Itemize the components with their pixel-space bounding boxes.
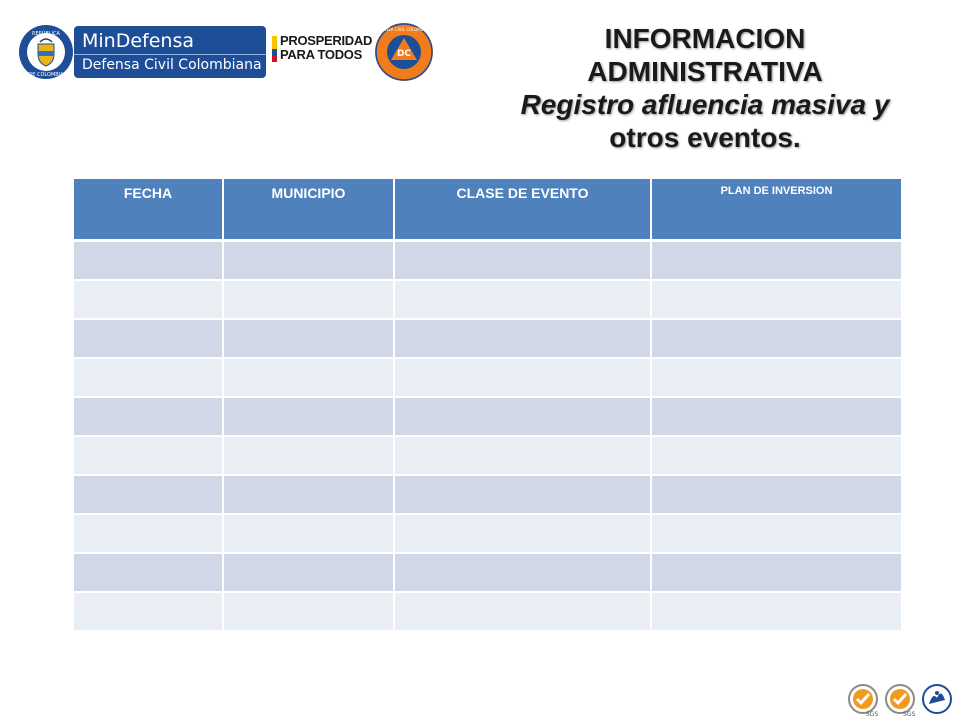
table-cell[interactable] bbox=[74, 436, 223, 475]
table-cell[interactable] bbox=[223, 358, 394, 397]
table-cell[interactable] bbox=[223, 553, 394, 592]
mindefensa-logo-subtitle: Defensa Civil Colombiana bbox=[82, 57, 262, 73]
table-cell[interactable] bbox=[394, 592, 651, 631]
table-row bbox=[74, 319, 901, 358]
prosperidad-line2: PARA TODOS bbox=[280, 47, 362, 62]
table-cell[interactable] bbox=[223, 241, 394, 281]
registro-table bbox=[74, 179, 901, 632]
mindefensa-logo-title: MinDefensa bbox=[82, 30, 194, 52]
table-cell[interactable] bbox=[74, 592, 223, 631]
table-header-row bbox=[74, 179, 901, 241]
table-cell[interactable] bbox=[651, 241, 901, 281]
table-row bbox=[74, 358, 901, 397]
table-cell[interactable] bbox=[651, 592, 901, 631]
table-row bbox=[74, 241, 901, 281]
prosperidad-line1: PROSPERIDAD bbox=[280, 33, 373, 48]
table-row bbox=[74, 514, 901, 553]
sgs-label-2: SGS bbox=[903, 711, 916, 718]
table-cell[interactable] bbox=[394, 280, 651, 319]
table-row bbox=[74, 280, 901, 319]
table-cell[interactable] bbox=[223, 280, 394, 319]
table-cell[interactable] bbox=[651, 319, 901, 358]
table-cell[interactable] bbox=[223, 397, 394, 436]
table-cell[interactable] bbox=[394, 475, 651, 514]
mindefensa-logo-divider bbox=[74, 54, 266, 55]
header-plan-de-inversion: PLAN DE INVERSION bbox=[651, 179, 901, 241]
title-line-1: INFORMACION bbox=[604, 23, 806, 54]
prosperidad-logo-text bbox=[280, 34, 372, 62]
table-cell[interactable] bbox=[651, 475, 901, 514]
dc-logo-ring-text: DEFENSA CIVIL COLOMBIANA bbox=[374, 27, 434, 32]
table-cell[interactable] bbox=[223, 514, 394, 553]
table-cell[interactable] bbox=[394, 397, 651, 436]
table-cell[interactable] bbox=[394, 436, 651, 475]
table-row bbox=[74, 592, 901, 631]
header-clase-de-evento: CLASE DE EVENTO bbox=[394, 179, 651, 241]
table-cell[interactable] bbox=[651, 358, 901, 397]
header-municipio: MUNICIPIO bbox=[223, 179, 394, 241]
table-cell[interactable] bbox=[223, 475, 394, 514]
table-cell[interactable] bbox=[394, 553, 651, 592]
escudo-top-text: REPÚBLICA bbox=[32, 31, 60, 37]
table-row bbox=[74, 436, 901, 475]
page-title bbox=[480, 22, 930, 154]
table-cell[interactable] bbox=[223, 319, 394, 358]
mindefensa-logo bbox=[74, 26, 266, 78]
sgs-label-1: SGS bbox=[866, 711, 879, 718]
icontec-certification-icon bbox=[919, 684, 955, 718]
table-cell[interactable] bbox=[651, 514, 901, 553]
table-cell[interactable] bbox=[394, 241, 651, 281]
table-row bbox=[74, 475, 901, 514]
table-cell[interactable] bbox=[394, 514, 651, 553]
dc-logo-center-text: DC bbox=[396, 49, 412, 59]
defensa-civil-logo bbox=[374, 22, 434, 82]
table-cell[interactable] bbox=[651, 553, 901, 592]
table-cell[interactable] bbox=[223, 436, 394, 475]
table-cell[interactable] bbox=[223, 592, 394, 631]
table-cell[interactable] bbox=[74, 241, 223, 281]
table-cell[interactable] bbox=[651, 397, 901, 436]
table-cell[interactable] bbox=[651, 280, 901, 319]
title-line-3: Registro afluencia masiva y bbox=[520, 89, 890, 120]
table-cell[interactable] bbox=[74, 319, 223, 358]
table-cell[interactable] bbox=[74, 397, 223, 436]
table-cell[interactable] bbox=[74, 514, 223, 553]
prosperidad-logo bbox=[272, 32, 373, 66]
table-row bbox=[74, 553, 901, 592]
table-cell[interactable] bbox=[74, 280, 223, 319]
table-cell[interactable] bbox=[74, 475, 223, 514]
table-cell[interactable] bbox=[74, 553, 223, 592]
table-row bbox=[74, 397, 901, 436]
colombia-escudo-logo bbox=[18, 24, 74, 80]
table-cell[interactable] bbox=[394, 319, 651, 358]
table-cell[interactable] bbox=[651, 436, 901, 475]
table-cell[interactable] bbox=[394, 358, 651, 397]
escudo-bottom-text: DE COLOMBIA bbox=[28, 72, 64, 78]
colombia-flag-icon bbox=[272, 36, 277, 62]
header-fecha: FECHA bbox=[74, 179, 223, 241]
title-line-4: otros eventos. bbox=[609, 122, 801, 153]
table-cell[interactable] bbox=[74, 358, 223, 397]
title-line-2: ADMINISTRATIVA bbox=[587, 56, 823, 87]
